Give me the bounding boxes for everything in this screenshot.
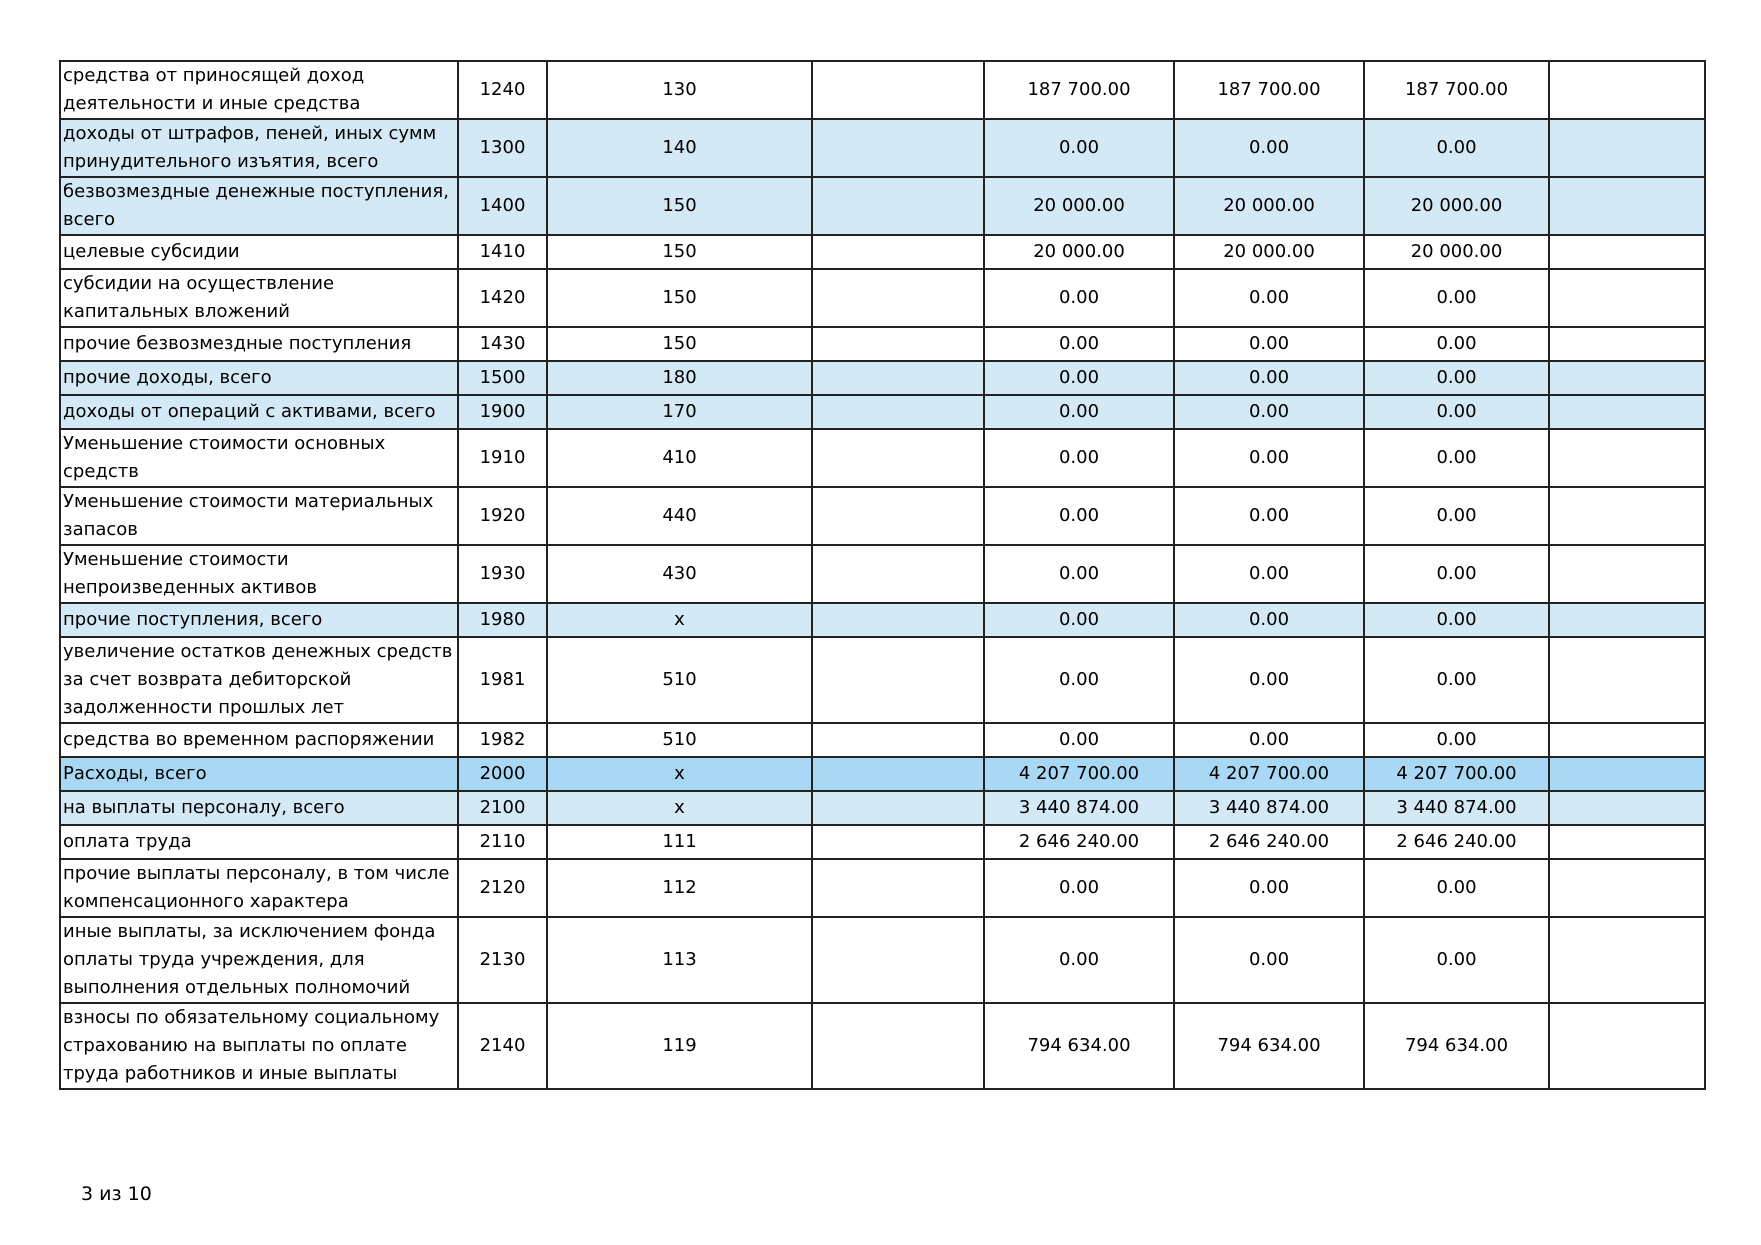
row-code: 1982: [458, 723, 547, 757]
budget-code: 510: [547, 723, 812, 757]
amount-note: [1549, 757, 1705, 791]
row-label: средства во временном распоряжении: [60, 723, 458, 757]
amount-note: [1549, 235, 1705, 269]
amount-year-1: 0.00: [984, 119, 1174, 177]
amount-note: [1549, 395, 1705, 429]
amount-note: [1549, 119, 1705, 177]
table-row: [60, 917, 1705, 1003]
amount-year-3: 187 700.00: [1364, 61, 1549, 119]
row-code: 2140: [458, 1003, 547, 1089]
extra-code: [812, 235, 984, 269]
amount-year-3: 0.00: [1364, 723, 1549, 757]
amount-year-1: 4 207 700.00: [984, 757, 1174, 791]
extra-code: [812, 757, 984, 791]
amount-year-3: 20 000.00: [1364, 177, 1549, 235]
row-code: 1430: [458, 327, 547, 361]
amount-year-3: 4 207 700.00: [1364, 757, 1549, 791]
amount-year-2: 187 700.00: [1174, 61, 1364, 119]
row-label: прочие поступления, всего: [60, 603, 458, 637]
amount-year-1: 187 700.00: [984, 61, 1174, 119]
row-code: 1980: [458, 603, 547, 637]
amount-year-3: 794 634.00: [1364, 1003, 1549, 1089]
table-row: [60, 61, 1705, 119]
amount-year-2: 0.00: [1174, 119, 1364, 177]
extra-code: [812, 917, 984, 1003]
row-code: 1900: [458, 395, 547, 429]
amount-note: [1549, 545, 1705, 603]
row-code: 2130: [458, 917, 547, 1003]
table-row: [60, 1003, 1705, 1089]
row-label: целевые субсидии: [60, 235, 458, 269]
amount-year-3: 0.00: [1364, 859, 1549, 917]
amount-year-2: 0.00: [1174, 429, 1364, 487]
extra-code: [812, 603, 984, 637]
row-code: 1500: [458, 361, 547, 395]
amount-year-3: 2 646 240.00: [1364, 825, 1549, 859]
row-label: взносы по обязательному социальному страхованию на выплаты по оплате труда работников и иные выплаты: [60, 1003, 458, 1089]
amount-year-1: 0.00: [984, 723, 1174, 757]
amount-year-3: 0.00: [1364, 487, 1549, 545]
amount-note: [1549, 603, 1705, 637]
amount-year-2: 3 440 874.00: [1174, 791, 1364, 825]
table-row: [60, 859, 1705, 917]
amount-note: [1549, 917, 1705, 1003]
extra-code: [812, 487, 984, 545]
extra-code: [812, 327, 984, 361]
amount-year-2: 0.00: [1174, 917, 1364, 1003]
table-row: [60, 545, 1705, 603]
row-label: безвозмездные денежные поступления, всего: [60, 177, 458, 235]
amount-year-2: 4 207 700.00: [1174, 757, 1364, 791]
row-label: Уменьшение стоимости непроизведенных активов: [60, 545, 458, 603]
amount-note: [1549, 487, 1705, 545]
amount-year-2: 0.00: [1174, 723, 1364, 757]
budget-code: 112: [547, 859, 812, 917]
budget-code: x: [547, 603, 812, 637]
row-code: 1400: [458, 177, 547, 235]
row-label: доходы от штрафов, пеней, иных сумм принудительного изъятия, всего: [60, 119, 458, 177]
amount-note: [1549, 429, 1705, 487]
amount-year-1: 0.00: [984, 545, 1174, 603]
row-label: оплата труда: [60, 825, 458, 859]
extra-code: [812, 395, 984, 429]
table-row: [60, 825, 1705, 859]
table-row: [60, 269, 1705, 327]
row-label: прочие доходы, всего: [60, 361, 458, 395]
table-row: [60, 395, 1705, 429]
amount-year-1: 0.00: [984, 269, 1174, 327]
table-row: [60, 487, 1705, 545]
amount-year-2: 0.00: [1174, 327, 1364, 361]
budget-code: 180: [547, 361, 812, 395]
budget-code: 170: [547, 395, 812, 429]
budget-code: 410: [547, 429, 812, 487]
extra-code: [812, 119, 984, 177]
amount-year-1: 794 634.00: [984, 1003, 1174, 1089]
amount-year-3: 0.00: [1364, 327, 1549, 361]
row-label: прочие выплаты персоналу, в том числе компенсационного характера: [60, 859, 458, 917]
table-row: [60, 361, 1705, 395]
budget-code: 440: [547, 487, 812, 545]
amount-year-1: 0.00: [984, 361, 1174, 395]
extra-code: [812, 177, 984, 235]
amount-year-1: 0.00: [984, 859, 1174, 917]
budget-code: 130: [547, 61, 812, 119]
budget-code: x: [547, 791, 812, 825]
amount-year-2: 0.00: [1174, 361, 1364, 395]
amount-year-2: 0.00: [1174, 487, 1364, 545]
amount-note: [1549, 361, 1705, 395]
extra-code: [812, 1003, 984, 1089]
extra-code: [812, 429, 984, 487]
amount-note: [1549, 177, 1705, 235]
table-row: [60, 235, 1705, 269]
budget-code: x: [547, 757, 812, 791]
extra-code: [812, 545, 984, 603]
amount-year-1: 0.00: [984, 637, 1174, 723]
extra-code: [812, 361, 984, 395]
row-label: прочие безвозмездные поступления: [60, 327, 458, 361]
amount-year-3: 3 440 874.00: [1364, 791, 1549, 825]
budget-code: 510: [547, 637, 812, 723]
budget-code: 150: [547, 269, 812, 327]
table-row: [60, 723, 1705, 757]
financial-plan-table: [59, 60, 1706, 1090]
row-label: иные выплаты, за исключением фонда оплаты труда учреждения, для выполнения отдельных полномочий: [60, 917, 458, 1003]
row-label: увеличение остатков денежных средств за счет возврата дебиторской задолженности прошлых лет: [60, 637, 458, 723]
amount-year-1: 2 646 240.00: [984, 825, 1174, 859]
amount-note: [1549, 791, 1705, 825]
row-code: 1300: [458, 119, 547, 177]
table-row: [60, 791, 1705, 825]
amount-year-3: 20 000.00: [1364, 235, 1549, 269]
amount-year-2: 0.00: [1174, 395, 1364, 429]
amount-note: [1549, 859, 1705, 917]
extra-code: [812, 791, 984, 825]
extra-code: [812, 859, 984, 917]
amount-year-1: 0.00: [984, 327, 1174, 361]
amount-year-1: 0.00: [984, 917, 1174, 1003]
table-body: [60, 61, 1705, 1089]
amount-year-3: 0.00: [1364, 545, 1549, 603]
budget-code: 430: [547, 545, 812, 603]
amount-year-3: 0.00: [1364, 917, 1549, 1003]
amount-year-1: 0.00: [984, 395, 1174, 429]
amount-year-1: 0.00: [984, 487, 1174, 545]
amount-year-2: 0.00: [1174, 269, 1364, 327]
row-code: 2110: [458, 825, 547, 859]
amount-year-1: 20 000.00: [984, 177, 1174, 235]
amount-year-3: 0.00: [1364, 603, 1549, 637]
row-label: Расходы, всего: [60, 757, 458, 791]
amount-year-3: 0.00: [1364, 637, 1549, 723]
amount-year-2: 0.00: [1174, 545, 1364, 603]
amount-year-3: 0.00: [1364, 119, 1549, 177]
table-row: [60, 119, 1705, 177]
table-row: [60, 603, 1705, 637]
row-label: Уменьшение стоимости основных средств: [60, 429, 458, 487]
extra-code: [812, 825, 984, 859]
budget-code: 113: [547, 917, 812, 1003]
row-code: 1920: [458, 487, 547, 545]
amount-year-3: 0.00: [1364, 269, 1549, 327]
row-label: на выплаты персоналу, всего: [60, 791, 458, 825]
amount-note: [1549, 269, 1705, 327]
budget-code: 119: [547, 1003, 812, 1089]
extra-code: [812, 61, 984, 119]
budget-code: 150: [547, 235, 812, 269]
amount-year-1: 3 440 874.00: [984, 791, 1174, 825]
amount-year-1: 0.00: [984, 429, 1174, 487]
budget-code: 150: [547, 177, 812, 235]
amount-note: [1549, 327, 1705, 361]
amount-year-2: 20 000.00: [1174, 177, 1364, 235]
row-code: 2100: [458, 791, 547, 825]
table-row: [60, 757, 1705, 791]
page-number: 3 из 10: [81, 1183, 152, 1205]
row-label: субсидии на осуществление капитальных вложений: [60, 269, 458, 327]
amount-note: [1549, 61, 1705, 119]
row-code: 2000: [458, 757, 547, 791]
extra-code: [812, 637, 984, 723]
amount-year-3: 0.00: [1364, 429, 1549, 487]
amount-note: [1549, 723, 1705, 757]
budget-code: 140: [547, 119, 812, 177]
amount-year-2: 20 000.00: [1174, 235, 1364, 269]
amount-year-2: 0.00: [1174, 859, 1364, 917]
extra-code: [812, 723, 984, 757]
table-row: [60, 327, 1705, 361]
amount-year-1: 0.00: [984, 603, 1174, 637]
table-row: [60, 177, 1705, 235]
table-row: [60, 429, 1705, 487]
row-code: 1420: [458, 269, 547, 327]
budget-code: 150: [547, 327, 812, 361]
amount-note: [1549, 637, 1705, 723]
row-code: 1910: [458, 429, 547, 487]
row-label: доходы от операций с активами, всего: [60, 395, 458, 429]
amount-year-2: 794 634.00: [1174, 1003, 1364, 1089]
row-code: 1410: [458, 235, 547, 269]
amount-year-3: 0.00: [1364, 361, 1549, 395]
row-label: средства от приносящей доход деятельности и иные средства: [60, 61, 458, 119]
row-label: Уменьшение стоимости материальных запасов: [60, 487, 458, 545]
extra-code: [812, 269, 984, 327]
row-code: 1981: [458, 637, 547, 723]
budget-code: 111: [547, 825, 812, 859]
amount-year-2: 0.00: [1174, 603, 1364, 637]
row-code: 1240: [458, 61, 547, 119]
row-code: 2120: [458, 859, 547, 917]
amount-year-1: 20 000.00: [984, 235, 1174, 269]
amount-year-2: 2 646 240.00: [1174, 825, 1364, 859]
table-row: [60, 637, 1705, 723]
amount-year-2: 0.00: [1174, 637, 1364, 723]
amount-note: [1549, 1003, 1705, 1089]
amount-note: [1549, 825, 1705, 859]
amount-year-3: 0.00: [1364, 395, 1549, 429]
row-code: 1930: [458, 545, 547, 603]
